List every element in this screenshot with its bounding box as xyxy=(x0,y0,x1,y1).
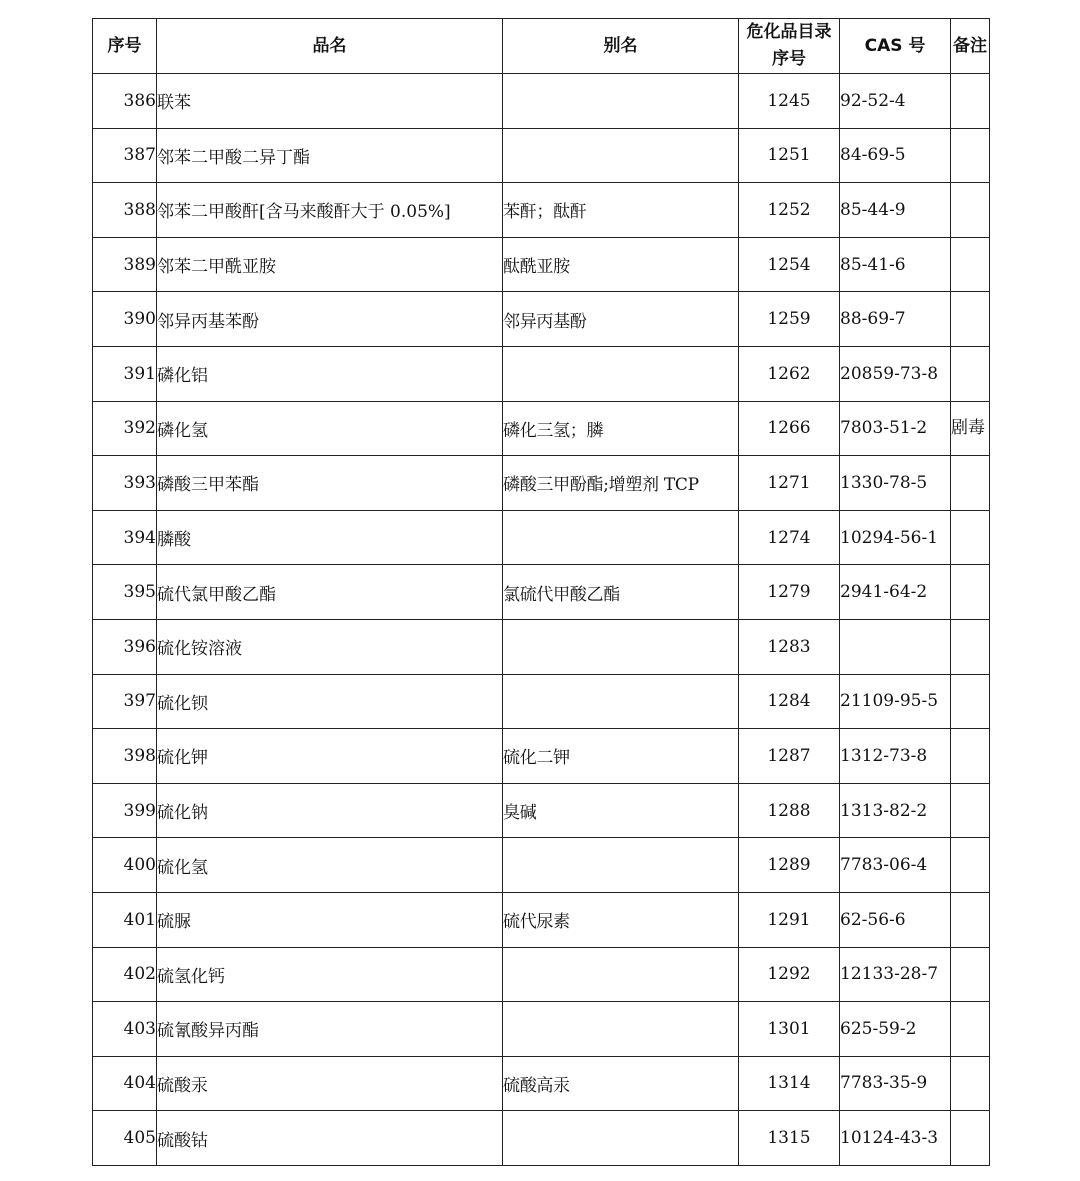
row-no-cell: 400 xyxy=(93,838,157,893)
row-name-cell: 硫化氢 xyxy=(157,838,503,893)
row-cas-cell: 85-41-6 xyxy=(840,237,951,292)
row-alias-cell xyxy=(503,346,739,401)
row-alias-cell xyxy=(503,128,739,183)
row-no-cell: 395 xyxy=(93,565,157,620)
row-catalog-no-cell: 1274 xyxy=(739,510,840,565)
table-row xyxy=(93,1056,990,1111)
row-catalog-no-cell: 1287 xyxy=(739,729,840,784)
row-alias-cell: 氯硫代甲酸乙酯 xyxy=(503,565,739,620)
row-cas-cell: 1313-82-2 xyxy=(840,783,951,838)
row-catalog-no-cell: 1266 xyxy=(739,401,840,456)
row-catalog-no-cell: 1314 xyxy=(739,1056,840,1111)
row-remark-cell xyxy=(951,674,990,729)
row-remark-cell xyxy=(951,783,990,838)
row-no-cell: 389 xyxy=(93,237,157,292)
row-cas-cell: 7803-51-2 xyxy=(840,401,951,456)
row-cas-cell: 2941-64-2 xyxy=(840,565,951,620)
row-no-cell: 396 xyxy=(93,619,157,674)
row-remark-cell xyxy=(951,947,990,1002)
row-alias-cell xyxy=(503,619,739,674)
row-catalog-no-cell: 1284 xyxy=(739,674,840,729)
row-remark-cell xyxy=(951,1002,990,1057)
row-remark-cell: 剧毒 xyxy=(951,401,990,456)
row-remark-cell xyxy=(951,292,990,347)
row-name-cell: 邻苯二甲酰亚胺 xyxy=(157,237,503,292)
row-remark-cell xyxy=(951,838,990,893)
row-remark-cell xyxy=(951,729,990,784)
row-cas-cell: 1312-73-8 xyxy=(840,729,951,784)
row-no-cell: 394 xyxy=(93,510,157,565)
row-catalog-no-cell: 1262 xyxy=(739,346,840,401)
row-name-cell: 硫化钾 xyxy=(157,729,503,784)
table-row xyxy=(93,456,990,511)
row-cas-cell: 20859-73-8 xyxy=(840,346,951,401)
row-cas-cell: 85-44-9 xyxy=(840,183,951,238)
table-row xyxy=(93,729,990,784)
row-no-cell: 405 xyxy=(93,1111,157,1166)
row-no-cell: 403 xyxy=(93,1002,157,1057)
table-row xyxy=(93,838,990,893)
row-name-cell: 硫化铵溶液 xyxy=(157,619,503,674)
table-body xyxy=(93,74,990,1166)
header-no: 序号 xyxy=(93,19,157,74)
table-row xyxy=(93,565,990,620)
row-remark-cell xyxy=(951,237,990,292)
row-name-cell: 邻苯二甲酸二异丁酯 xyxy=(157,128,503,183)
row-name-cell: 邻异丙基苯酚 xyxy=(157,292,503,347)
row-alias-cell: 硫化二钾 xyxy=(503,729,739,784)
row-no-cell: 388 xyxy=(93,183,157,238)
row-cas-cell: 7783-06-4 xyxy=(840,838,951,893)
row-alias-cell: 磷化三氢；膦 xyxy=(503,401,739,456)
table-row xyxy=(93,74,990,129)
row-alias-cell: 硫代尿素 xyxy=(503,892,739,947)
row-remark-cell xyxy=(951,1111,990,1166)
row-no-cell: 397 xyxy=(93,674,157,729)
table-row xyxy=(93,1002,990,1057)
row-name-cell: 硫脲 xyxy=(157,892,503,947)
row-alias-cell: 磷酸三甲酚酯;增塑剂 TCP xyxy=(503,456,739,511)
row-remark-cell xyxy=(951,565,990,620)
row-catalog-no-cell: 1254 xyxy=(739,237,840,292)
row-alias-cell: 硫酸高汞 xyxy=(503,1056,739,1111)
row-catalog-no-cell: 1301 xyxy=(739,1002,840,1057)
row-alias-cell xyxy=(503,1002,739,1057)
table-row xyxy=(93,183,990,238)
row-alias-cell xyxy=(503,510,739,565)
row-remark-cell xyxy=(951,510,990,565)
row-cas-cell: 625-59-2 xyxy=(840,1002,951,1057)
row-cas-cell: 92-52-4 xyxy=(840,74,951,129)
table-row xyxy=(93,674,990,729)
table-row xyxy=(93,292,990,347)
row-no-cell: 402 xyxy=(93,947,157,1002)
row-catalog-no-cell: 1288 xyxy=(739,783,840,838)
row-cas-cell: 88-69-7 xyxy=(840,292,951,347)
row-name-cell: 磷酸三甲苯酯 xyxy=(157,456,503,511)
row-catalog-no-cell: 1251 xyxy=(739,128,840,183)
row-no-cell: 404 xyxy=(93,1056,157,1111)
row-name-cell: 膦酸 xyxy=(157,510,503,565)
row-catalog-no-cell: 1245 xyxy=(739,74,840,129)
row-cas-cell xyxy=(840,619,951,674)
chemicals-table xyxy=(92,18,990,1166)
row-catalog-no-cell: 1259 xyxy=(739,292,840,347)
row-alias-cell: 苯酐；酞酐 xyxy=(503,183,739,238)
table-row xyxy=(93,783,990,838)
row-no-cell: 390 xyxy=(93,292,157,347)
row-remark-cell xyxy=(951,74,990,129)
row-alias-cell xyxy=(503,74,739,129)
row-catalog-no-cell: 1279 xyxy=(739,565,840,620)
row-remark-cell xyxy=(951,456,990,511)
row-alias-cell: 酞酰亚胺 xyxy=(503,237,739,292)
row-cas-cell: 10124-43-3 xyxy=(840,1111,951,1166)
table-row xyxy=(93,510,990,565)
row-name-cell: 硫氰酸异丙酯 xyxy=(157,1002,503,1057)
row-cas-cell: 7783-35-9 xyxy=(840,1056,951,1111)
table-row xyxy=(93,619,990,674)
row-cas-cell: 84-69-5 xyxy=(840,128,951,183)
table-row xyxy=(93,947,990,1002)
row-alias-cell: 邻异丙基酚 xyxy=(503,292,739,347)
table-row xyxy=(93,892,990,947)
row-no-cell: 392 xyxy=(93,401,157,456)
row-no-cell: 398 xyxy=(93,729,157,784)
row-alias-cell xyxy=(503,838,739,893)
header-row xyxy=(93,19,990,74)
row-name-cell: 邻苯二甲酸酐[含马来酸酐大于 0.05%] xyxy=(157,183,503,238)
row-remark-cell xyxy=(951,619,990,674)
row-cas-cell: 12133-28-7 xyxy=(840,947,951,1002)
row-name-cell: 硫氢化钙 xyxy=(157,947,503,1002)
row-no-cell: 391 xyxy=(93,346,157,401)
row-cas-cell: 1330-78-5 xyxy=(840,456,951,511)
row-no-cell: 386 xyxy=(93,74,157,129)
row-name-cell: 磷化铝 xyxy=(157,346,503,401)
header-catalog-no: 危化品目录序号 xyxy=(739,19,840,74)
table-row xyxy=(93,237,990,292)
header-name: 品名 xyxy=(157,19,503,74)
row-catalog-no-cell: 1271 xyxy=(739,456,840,511)
row-name-cell: 硫化钠 xyxy=(157,783,503,838)
row-name-cell: 硫化钡 xyxy=(157,674,503,729)
row-no-cell: 399 xyxy=(93,783,157,838)
row-name-cell: 硫代氯甲酸乙酯 xyxy=(157,565,503,620)
row-name-cell: 联苯 xyxy=(157,74,503,129)
row-alias-cell xyxy=(503,674,739,729)
table-row xyxy=(93,346,990,401)
row-catalog-no-cell: 1315 xyxy=(739,1111,840,1166)
row-no-cell: 387 xyxy=(93,128,157,183)
row-remark-cell xyxy=(951,346,990,401)
row-remark-cell xyxy=(951,892,990,947)
header-cas: CAS 号 xyxy=(840,19,951,74)
row-alias-cell xyxy=(503,947,739,1002)
row-remark-cell xyxy=(951,128,990,183)
row-catalog-no-cell: 1291 xyxy=(739,892,840,947)
row-no-cell: 393 xyxy=(93,456,157,511)
header-remark: 备注 xyxy=(951,19,990,74)
table-row xyxy=(93,128,990,183)
header-alias: 别名 xyxy=(503,19,739,74)
row-cas-cell: 62-56-6 xyxy=(840,892,951,947)
row-name-cell: 硫酸钴 xyxy=(157,1111,503,1166)
row-alias-cell: 臭碱 xyxy=(503,783,739,838)
row-name-cell: 磷化氢 xyxy=(157,401,503,456)
row-catalog-no-cell: 1292 xyxy=(739,947,840,1002)
row-no-cell: 401 xyxy=(93,892,157,947)
row-catalog-no-cell: 1283 xyxy=(739,619,840,674)
table-row xyxy=(93,401,990,456)
row-catalog-no-cell: 1289 xyxy=(739,838,840,893)
row-name-cell: 硫酸汞 xyxy=(157,1056,503,1111)
row-cas-cell: 10294-56-1 xyxy=(840,510,951,565)
row-catalog-no-cell: 1252 xyxy=(739,183,840,238)
table-row xyxy=(93,1111,990,1166)
row-remark-cell xyxy=(951,1056,990,1111)
row-alias-cell xyxy=(503,1111,739,1166)
row-cas-cell: 21109-95-5 xyxy=(840,674,951,729)
row-remark-cell xyxy=(951,183,990,238)
